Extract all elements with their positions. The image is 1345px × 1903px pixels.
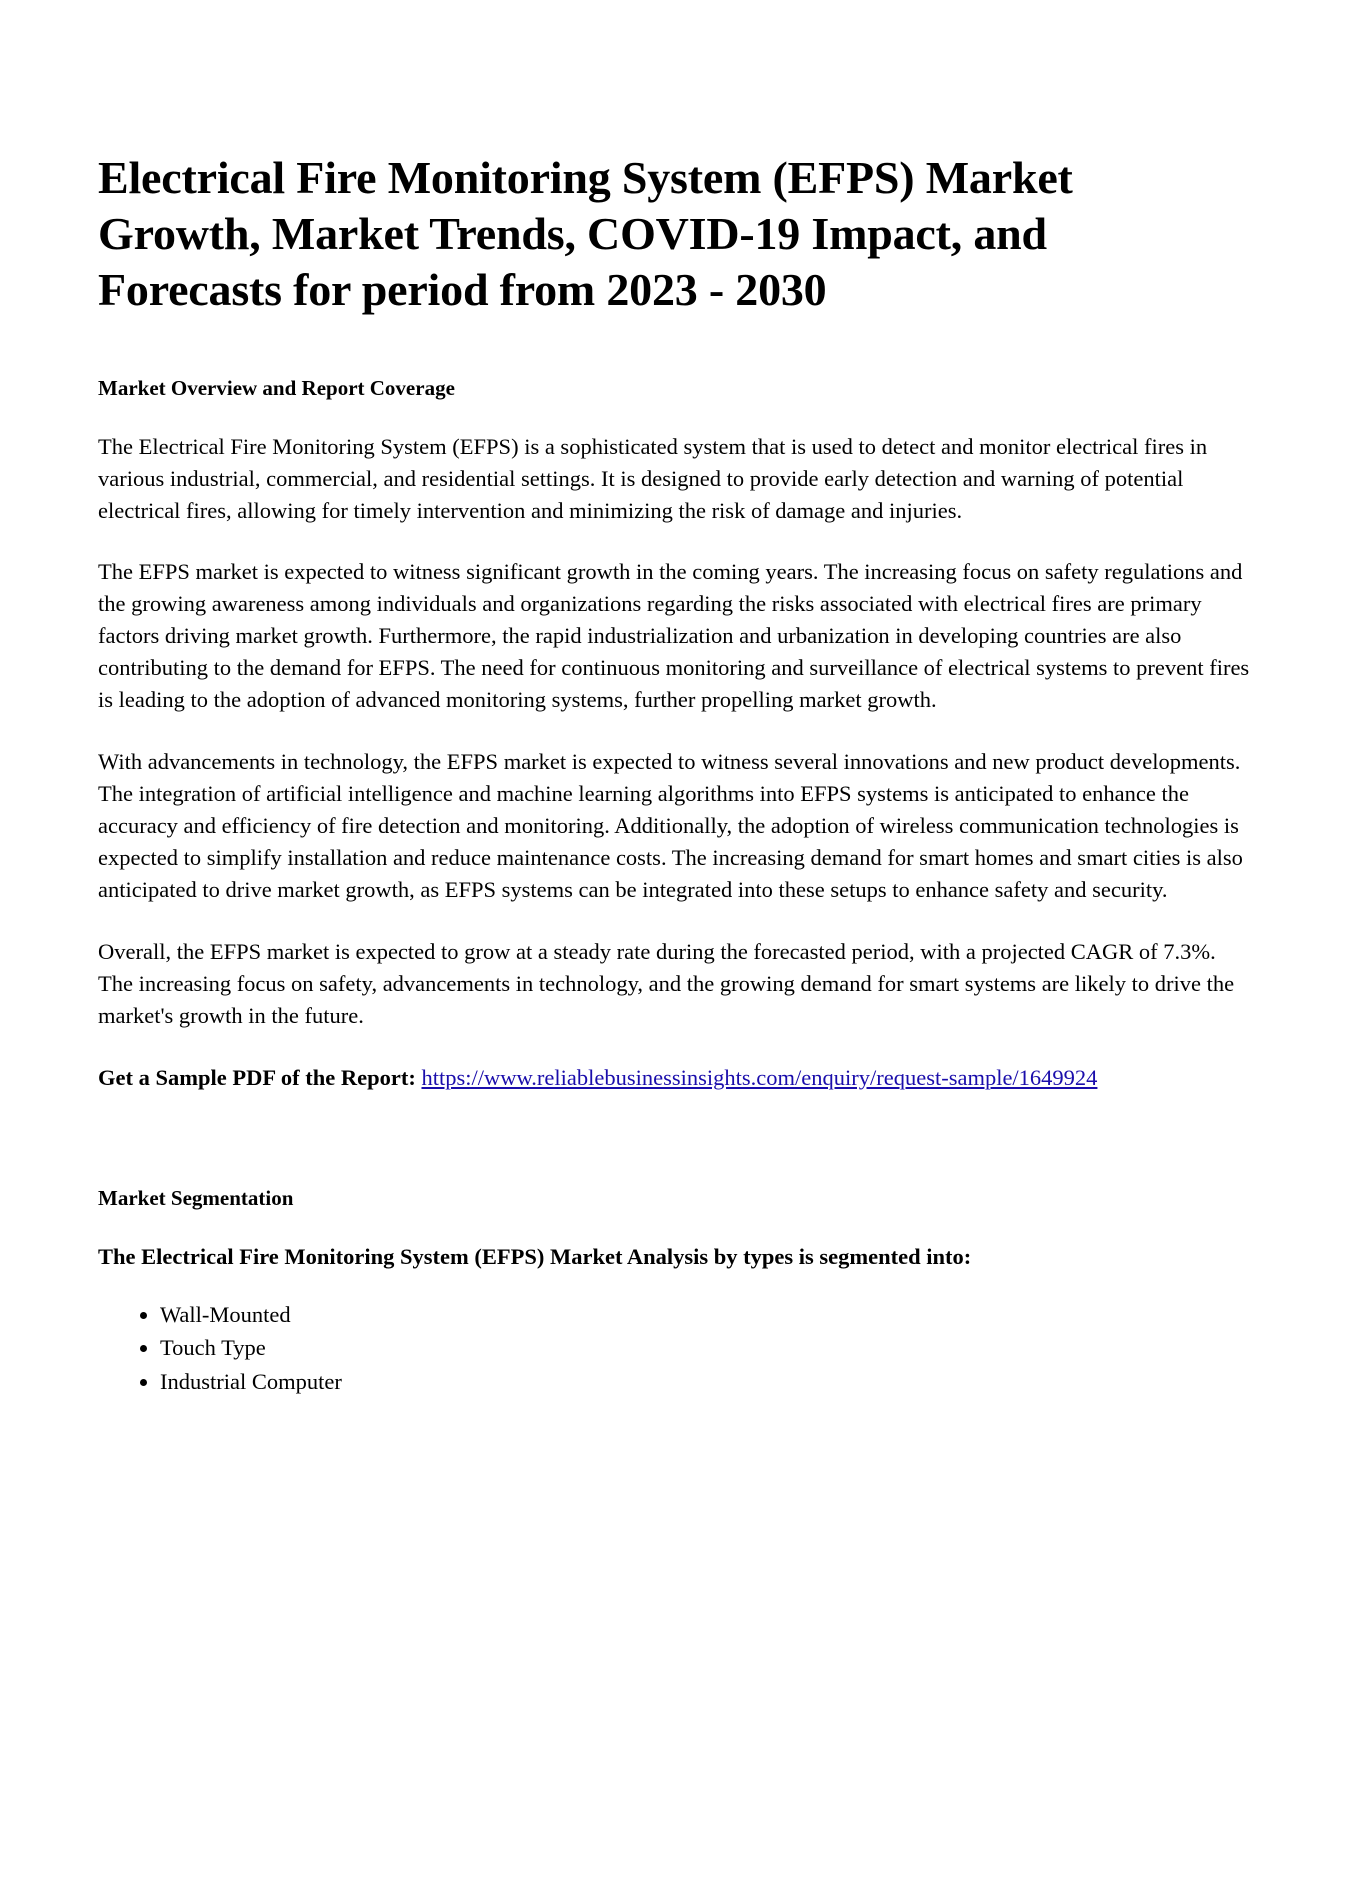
market-segmentation-heading: Market Segmentation bbox=[98, 1185, 294, 1210]
page-title: Electrical Fire Monitoring System (EFPS) Market Growth, Market Trends, COVID-19 Impact, and Forecasts for period from 2023 - 2030 bbox=[98, 152, 1073, 316]
segmentation-type-list bbox=[98, 1299, 1255, 1399]
sample-pdf-label: Get a Sample PDF of the Report: bbox=[98, 1064, 416, 1090]
overview-paragraph-1: The Electrical Fire Monitoring System (EFPS) is a sophisticated system that is used to detect and monitor electrical fires in various industrial, commercial, and residential settings. It is designed to provide early detection and warning of potential electrical fires, allowing for timely intervention and minimizing the risk of damage and injuries. bbox=[98, 433, 1208, 523]
section-spacer bbox=[98, 1124, 1255, 1186]
overview-paragraph-3: With advancements in technology, the EFPS market is expected to witness several innovations and new product developments. The integration of artificial intelligence and machine learning algorithms into EFPS systems is anticipated to enhance the accuracy and efficiency of fire detection and monitoring. Additionally, the adoption of wireless communication technologies is expected to simplify installation and reduce maintenance costs. The increasing demand for smart homes and smart cities is also anticipated to drive market growth, as EFPS systems can be integrated into these setups to enhance safety and security. bbox=[98, 749, 1243, 902]
list-item: • Industrial Computer bbox=[160, 1366, 1255, 1398]
overview-paragraph-2: The EFPS market is expected to witness significant growth in the coming years. The increasing focus on safety regulations and the growing awareness among individuals and organizations regarding the risks associated with electrical fires are primary factors driving market growth. Furthermore, the rapid industrialization and urbanization in developing countries are also contributing to the demand for EFPS. The need for continuous monitoring and surveillance of electrical systems to prevent fires is leading to the adoption of advanced monitoring systems, further propelling market growth. bbox=[98, 559, 1250, 713]
segmentation-intro: The Electrical Fire Monitoring System (EFPS) Market Analysis by types is segmented into: bbox=[98, 1243, 972, 1269]
overview-paragraph-4: Overall, the EFPS market is expected to grow at a steady rate during the forecasted period, with a projected CAGR of 7.3%. The increasing focus on safety, advancements in technology, and the growing demand for smart systems are likely to drive the market's growth in the future. bbox=[98, 938, 1235, 1028]
sample-pdf-block bbox=[98, 1062, 1255, 1094]
market-overview-heading: Market Overview and Report Coverage bbox=[98, 376, 455, 401]
list-item: • Wall-Mounted bbox=[160, 1299, 1255, 1331]
sample-pdf-link[interactable]: https://www.reliablebusinessinsights.com/enquiry/request-sample/1649924 bbox=[421, 1064, 1098, 1090]
list-item: • Touch Type bbox=[160, 1332, 1255, 1364]
